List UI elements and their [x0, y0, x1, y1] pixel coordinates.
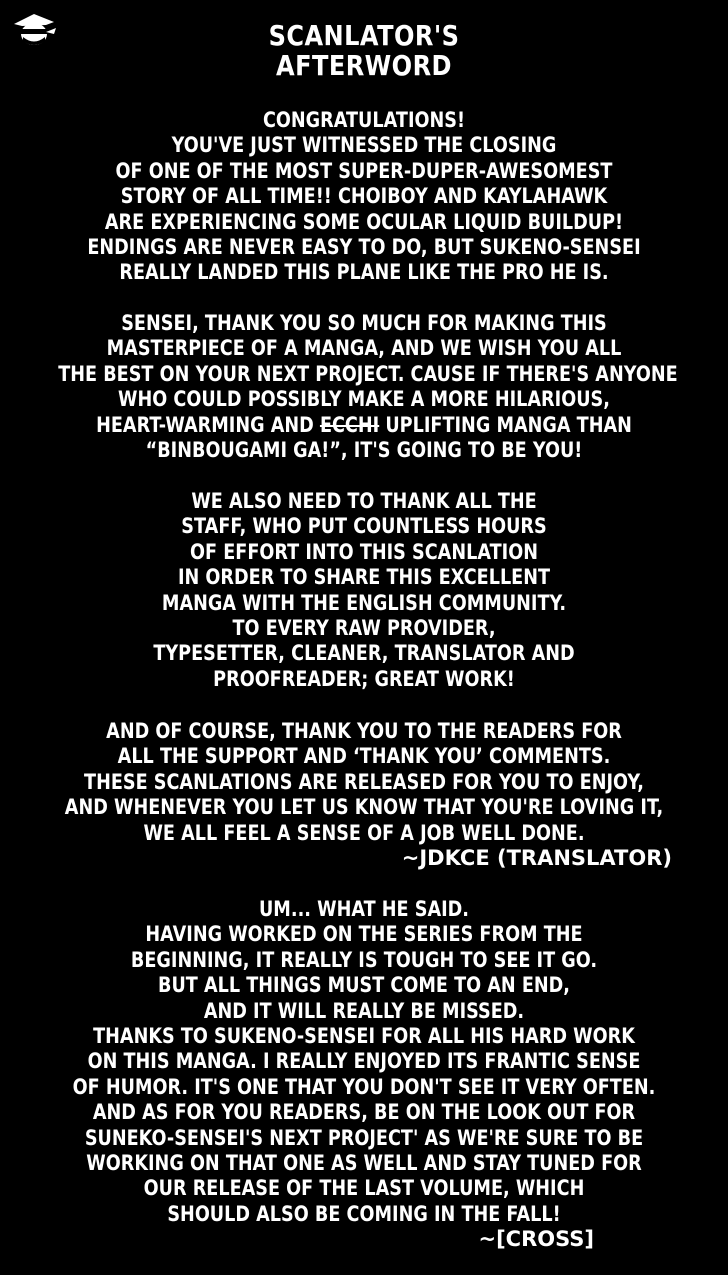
- text-line: TYPESETTER, CLEANER, TRANSLATOR AND: [153, 641, 575, 666]
- text-line: WHO COULD POSSIBLY MAKE A MORE HILARIOUS,: [118, 387, 610, 412]
- text-line: SHOULD ALSO BE COMING IN THE FALL!: [167, 1201, 561, 1226]
- text-line: OF EFFORT INTO THIS SCANLATION: [190, 539, 538, 564]
- text-line: UM... WHAT HE SAID.: [258, 897, 470, 921]
- text-line: OUR RELEASE OF THE LAST VOLUME, WHICH: [143, 1176, 585, 1201]
- paragraph-thanks-staff: [0, 489, 728, 692]
- paragraph-cross-note: [0, 897, 728, 1252]
- text-line: THESE SCANLATIONS ARE RELEASED FOR YOU TO ENJOY,: [84, 769, 644, 794]
- text-line: STORY OF ALL TIME!! CHOIBOY AND KAYLAHAWK: [120, 184, 608, 209]
- text-line: REALLY LANDED THIS PLANE LIKE THE PRO HE IS.: [119, 260, 609, 285]
- text-line: THANKS TO SUKENO-SENSEI FOR ALL HIS HARD WORK: [93, 1023, 635, 1048]
- text-line: “BINBOUGAMI GA!”, IT'S GOING TO BE YOU!: [145, 437, 583, 462]
- text-line: YOU'VE JUST WITNESSED THE CLOSING: [171, 133, 557, 158]
- paragraph-thanks-sensei: [0, 311, 728, 463]
- page-title-line-2: AFTERWORD: [276, 49, 452, 82]
- text-line: WORKING ON THAT ONE AS WELL AND STAY TUNED FOR: [86, 1150, 642, 1175]
- text-line: OF HUMOR. IT'S ONE THAT YOU DON'T SEE IT VERY OFTEN.: [72, 1074, 656, 1099]
- struck-word: ECCHI: [319, 412, 380, 437]
- text-line: ALL THE SUPPORT AND ‘THANK YOU’ COMMENTS.: [117, 744, 611, 769]
- text-segment: HEART-WARMING AND: [96, 412, 320, 437]
- text-line: IN ORDER TO SHARE THIS EXCELLENT: [177, 565, 551, 590]
- text-line: THE BEST ON YOUR NEXT PROJECT. CAUSE IF THERE'S ANYONE: [58, 361, 678, 386]
- text-line: AND WHENEVER YOU LET US KNOW THAT YOU'RE LOVING IT,: [64, 795, 664, 820]
- text-line: AND AS FOR YOU READERS, BE ON THE LOOK OUT FOR: [92, 1100, 636, 1125]
- text-line: ENDINGS ARE NEVER EASY TO DO, BUT SUKENO-SENSEI: [87, 234, 641, 259]
- text-line: PROOFREADER; GREAT WORK!: [213, 666, 515, 691]
- text-line: BEGINNING, IT REALLY IS TOUGH TO SEE IT GO.: [130, 947, 598, 972]
- signature-translator: ~JDKCE (TRANSLATOR): [401, 845, 672, 870]
- text-line: ON THIS MANGA. I REALLY ENJOYED ITS FRANTIC SENSE: [87, 1049, 641, 1074]
- text-line: MASTERPIECE OF A MANGA, AND WE WISH YOU ALL: [106, 336, 622, 361]
- text-line: AND IT WILL REALLY BE MISSED.: [203, 998, 525, 1023]
- text-line: AND OF COURSE, THANK YOU TO THE READERS FOR: [106, 719, 622, 743]
- paragraph-congratulations: [0, 108, 728, 286]
- text-line: TO EVERY RAW PROVIDER,: [232, 615, 496, 640]
- paragraph-thanks-readers: [0, 719, 728, 871]
- text-line: CONGRATULATIONS!: [262, 108, 466, 132]
- signature-cross: ~[CROSS]: [478, 1227, 594, 1252]
- text-segment: UPLIFTING MANGA THAN: [379, 412, 632, 437]
- text-line: BUT ALL THINGS MUST COME TO AN END,: [158, 973, 570, 998]
- text-line: ARE EXPERIENCING SOME OCULAR LIQUID BUILDUP!: [104, 209, 624, 234]
- text-line: MANGA WITH THE ENGLISH COMMUNITY.: [161, 590, 567, 615]
- text-line: SUNEKO-SENSEI'S NEXT PROJECT' AS WE'RE SURE TO BE: [84, 1125, 644, 1150]
- text-line: WE ALL FEEL A SENSE OF A JOB WELL DONE.: [143, 820, 585, 845]
- page-title-line-1: SCANLATOR'S: [268, 19, 460, 52]
- text-line: HAVING WORKED ON THE SERIES FROM THE: [145, 922, 583, 947]
- text-line: OF ONE OF THE MOST SUPER-DUPER-AWESOMEST: [115, 158, 613, 183]
- text-line: STAFF, WHO PUT COUNTLESS HOURS: [181, 514, 547, 539]
- text-line: [58, 413, 670, 438]
- text-line: SENSEI, THANK YOU SO MUCH FOR MAKING THIS: [121, 311, 607, 335]
- text-line: WE ALSO NEED TO THANK ALL THE: [191, 489, 537, 513]
